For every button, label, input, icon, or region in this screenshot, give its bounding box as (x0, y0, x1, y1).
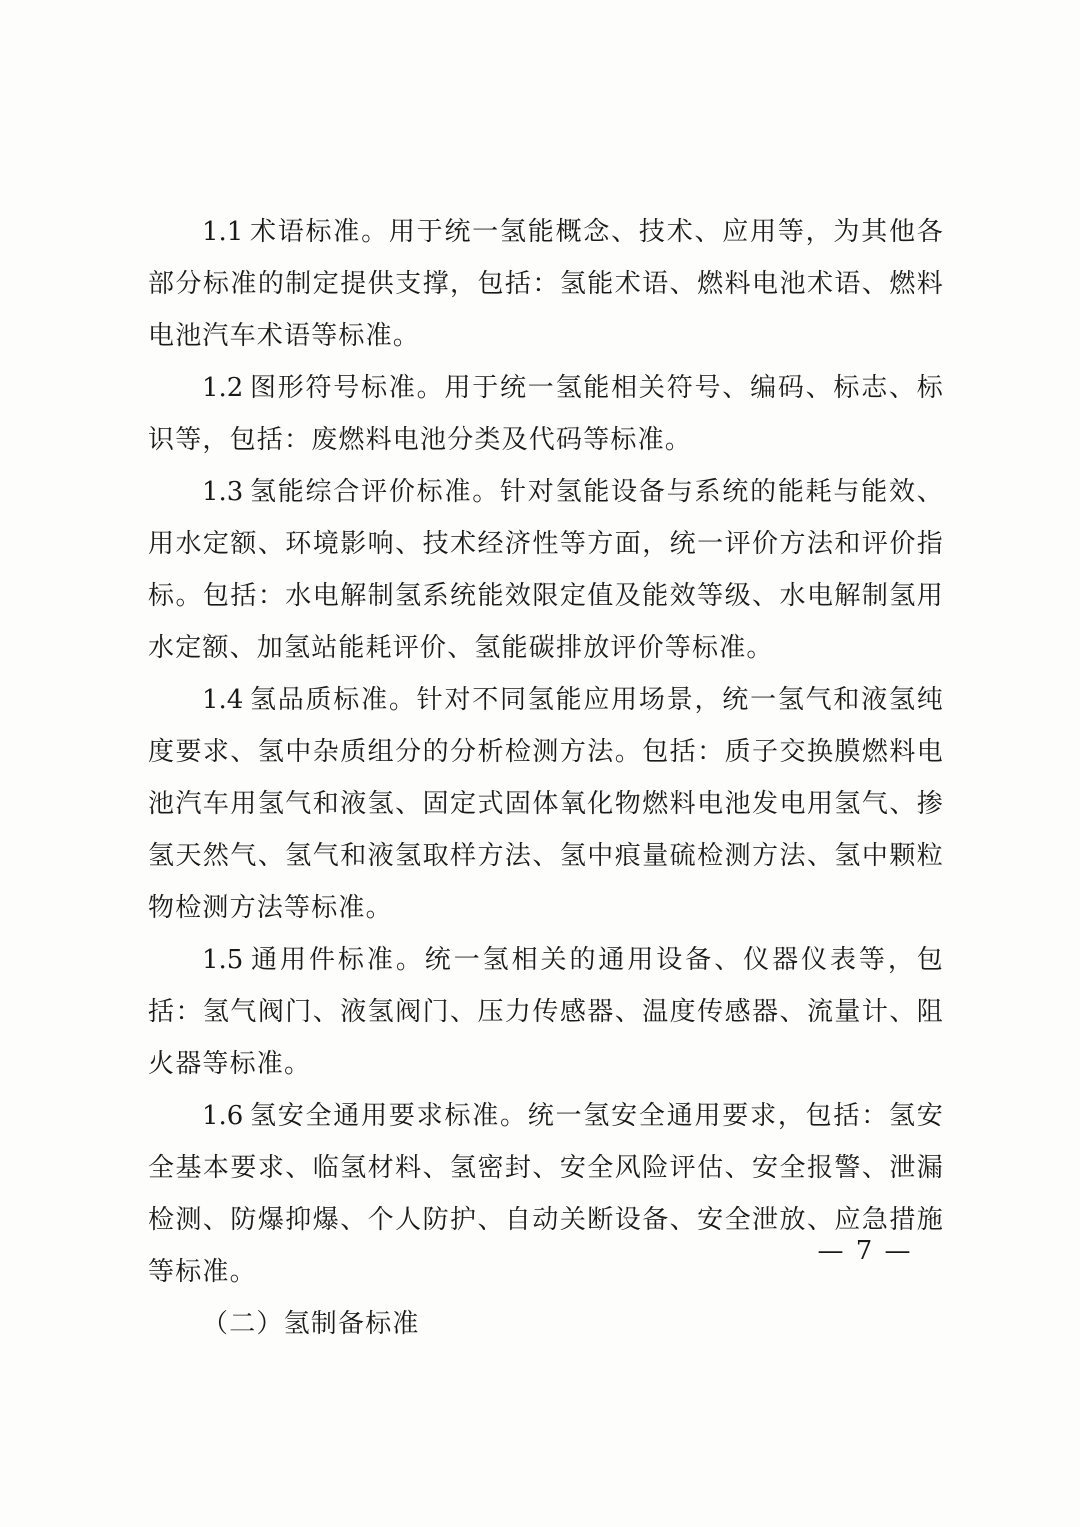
paragraph-text: 术语标准。用于统一氢能概念、技术、应用等，为其他各部分标准的制定提供支撑，包括：氢能术语、燃料电池术语、燃料电池汽车术语等标准。 (148, 217, 944, 351)
paragraph-1-2 (148, 362, 944, 466)
paragraph-1-3 (148, 466, 944, 674)
paragraph-number: 1.2 (202, 373, 244, 403)
paragraph-number: 1.5 (202, 945, 244, 975)
paragraph-text: 图形符号标准。用于统一氢能相关符号、编码、标志、标识等，包括：废燃料电池分类及代码等标准。 (148, 373, 944, 455)
section-heading: （二）氢制备标准 (202, 1309, 420, 1339)
paragraph-text: 通用件标准。统一氢相关的通用设备、仪器仪表等，包括：氢气阀门、液氢阀门、压力传感器、温度传感器、流量计、阻火器等标准。 (148, 945, 944, 1079)
paragraph-text: 氢安全通用要求标准。统一氢安全通用要求，包括：氢安全基本要求、临氢材料、氢密封、安全风险评估、安全报警、泄漏检测、防爆抑爆、个人防护、自动关断设备、安全泄放、应急措施等标准。 (148, 1101, 944, 1287)
paragraph-1-4 (148, 674, 944, 934)
paragraph-1-5 (148, 934, 944, 1090)
paragraph-number: 1.6 (202, 1101, 244, 1131)
paragraph-number: 1.1 (202, 217, 244, 247)
paragraph-1-6 (148, 1090, 944, 1298)
body-text (148, 206, 944, 1350)
paragraph-1-1 (148, 206, 944, 362)
paragraph-number: 1.3 (202, 477, 244, 507)
paragraph-number: 1.4 (202, 685, 244, 715)
page-number: — 7 — (817, 1236, 913, 1266)
paragraph-text: 氢能综合评价标准。针对氢能设备与系统的能耗与能效、用水定额、环境影响、技术经济性等方面，统一评价方法和评价指标。包括：水电解制氢系统能效限定值及能效等级、水电解制氢用水定额、加氢站能耗评价、氢能碳排放评价等标准。 (148, 477, 944, 663)
paragraph-text: 氢品质标准。针对不同氢能应用场景，统一氢气和液氢纯度要求、氢中杂质组分的分析检测方法。包括：质子交换膜燃料电池汽车用氢气和液氢、固定式固体氧化物燃料电池发电用氢气、掺氢天然气、氢气和液氢取样方法、氢中痕量硫检测方法、氢中颗粒物检测方法等标准。 (148, 685, 944, 923)
